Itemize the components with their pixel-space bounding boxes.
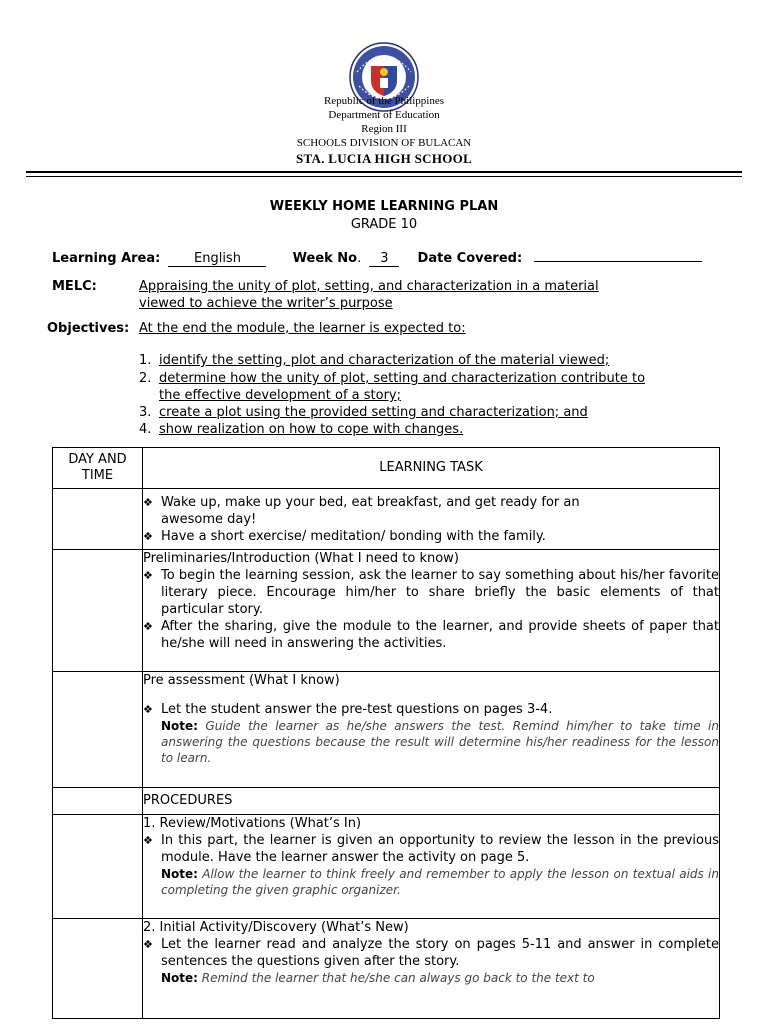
table-row [53, 672, 720, 788]
section-heading: 1. Review/Motivations (What’s In) [143, 816, 362, 831]
task-cell [143, 550, 720, 672]
melc-line-2: viewed to achieve the writer’s purpose [139, 296, 393, 311]
list-item: ❖ Wake up, make up your bed, eat breakfast, and get ready for an awesome day! [143, 495, 580, 527]
diamond-bullet-icon: ❖ [143, 569, 153, 582]
day-cell [53, 788, 143, 815]
section-heading: Preliminaries/Introduction (What I need to know) [143, 551, 459, 566]
objectives-intro: At the end the module, the learner is expected to: [139, 321, 466, 336]
note-text: Note: Allow the learner to think freely and remember to apply the lesson on textual aids in completing the given graphic organizer. [161, 867, 719, 897]
note-text: Note: Remind the learner that he/she can always go back to the text to [161, 971, 595, 985]
objectives-label: Objectives: [47, 321, 130, 336]
objective-item: 3. create a plot using the provided setting and characterization; and [139, 405, 588, 420]
diamond-bullet-icon: ❖ [143, 938, 153, 951]
table-header-row [53, 448, 720, 489]
table-row [53, 489, 720, 550]
diamond-bullet-icon: ❖ [143, 703, 153, 716]
day-time-header: DAY AND TIME [53, 448, 143, 489]
day-cell [53, 919, 143, 1019]
melc-line-1: Appraising the unity of plot, setting, and characterization in a material [139, 279, 599, 294]
list-item: ❖ Let the student answer the pre-test questions on pages 3-4. [143, 702, 553, 717]
table-row [53, 788, 720, 815]
task-cell [143, 489, 720, 550]
learning-area-value: English [168, 251, 266, 267]
task-cell [143, 919, 720, 1019]
day-cell [53, 672, 143, 788]
objective-item: 4. show realization on how to cope with changes. [139, 422, 464, 437]
list-item: ❖ Have a short exercise/ meditation/ bonding with the family. [143, 529, 546, 544]
learning-task-header: LEARNING TASK [143, 448, 720, 489]
header-rule-thin [26, 176, 742, 177]
table-row [53, 815, 720, 919]
list-item: ❖ To begin the learning session, ask the learner to say something about his/her favorite literary piece. Encourage him/her to share briefly the basic elements of that particular story. [143, 568, 719, 617]
week-value: 3 [369, 251, 399, 267]
objective-item: 1. identify the setting, plot and characterization of the material viewed; [139, 353, 610, 368]
task-cell [143, 815, 720, 919]
objective-item: 2. determine how the unity of plot, setting and characterization contribute to [139, 371, 646, 386]
table-row [53, 550, 720, 672]
header-rule-thick [26, 171, 742, 173]
section-heading: 2. Initial Activity/Discovery (What’s New) [143, 920, 409, 935]
header-department: Department of Education [328, 109, 440, 121]
list-item: ❖ After the sharing, give the module to the learner, and provide sheets of paper that he/she will need in answering the activities. [143, 619, 719, 651]
day-cell [53, 489, 143, 550]
note-text: Note: Guide the learner as he/she answers the test. Remind him/her to take time in answering the questions because the result will determine his/her readiness for the lesson to learn. [161, 719, 719, 765]
task-cell [143, 672, 720, 788]
table-row [53, 919, 720, 1019]
plan-grade: GRADE 10 [350, 217, 418, 232]
procedures-heading: PROCEDURES [143, 788, 720, 815]
learning-area-label: Learning Area: [52, 251, 161, 266]
plan-title: WEEKLY HOME LEARNING PLAN [269, 199, 499, 214]
diamond-bullet-icon: ❖ [143, 530, 153, 543]
list-item: ❖ Let the learner read and analyze the story on pages 5-11 and answer in complete sentences the questions given after the story. [143, 937, 719, 969]
section-heading: Pre assessment (What I know) [143, 673, 340, 688]
list-item: ❖ In this part, the learner is given an opportunity to review the lesson in the previous module. Have the learner answer the activity on page 5. [143, 833, 719, 865]
header-school: STA. LUCIA HIGH SCHOOL [295, 151, 473, 166]
header-division: SCHOOLS DIVISION OF BULACAN [296, 137, 472, 149]
date-covered-label: Date Covered: [417, 251, 523, 266]
day-cell [53, 815, 143, 919]
info-row [52, 251, 702, 267]
header-region: Region III [361, 123, 407, 135]
day-cell [53, 550, 143, 672]
header-republic: Republic of the Philippines [323, 95, 445, 107]
melc-label: MELC: [52, 279, 97, 294]
objective-item-continued: the effective development of a story; [159, 388, 401, 403]
diamond-bullet-icon: ❖ [143, 834, 153, 847]
week-label: Week No. [292, 251, 362, 266]
diamond-bullet-icon: ❖ [143, 620, 153, 633]
date-covered-value [534, 261, 702, 262]
diamond-bullet-icon: ❖ [143, 496, 153, 509]
learning-plan-table [52, 447, 720, 1019]
